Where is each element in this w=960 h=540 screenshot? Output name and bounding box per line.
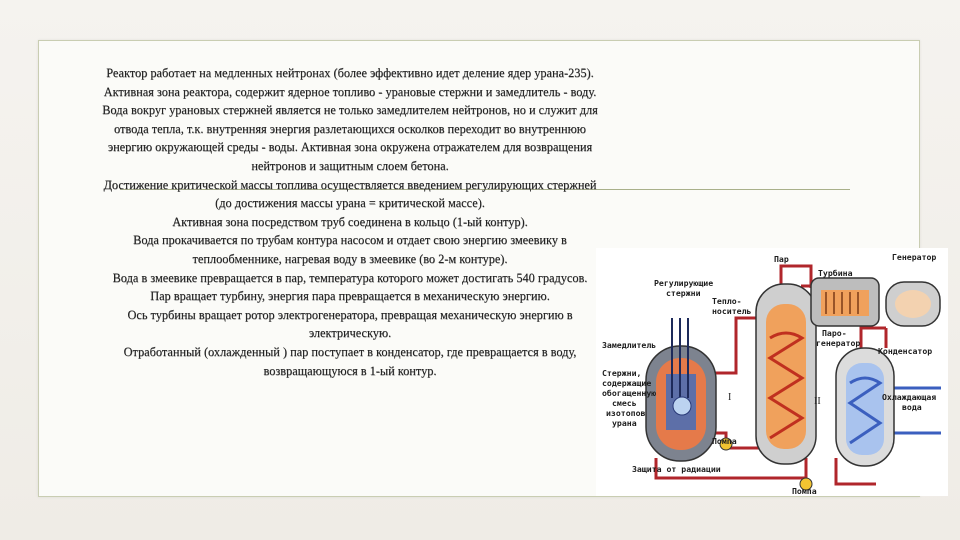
- label-cooling-2: вода: [902, 402, 922, 412]
- label-radiation: Защита от радиации: [632, 464, 721, 474]
- label-pump-2: Помпа: [792, 486, 817, 496]
- label-circuit-1: I: [728, 392, 732, 403]
- label-turbine: Турбина: [818, 268, 853, 278]
- label-pump-1: Помпа: [712, 436, 737, 446]
- body-text: [100, 64, 600, 380]
- reactor-diagram-svg: [596, 248, 948, 496]
- label-rods-3: обогащенную: [602, 388, 657, 398]
- label-rods-5: изотопов: [606, 408, 646, 418]
- label-coolant-1: Тепло-: [712, 296, 742, 306]
- label-steam: Пар: [774, 254, 789, 264]
- label-rods-2: содержащие: [602, 378, 652, 388]
- steam-generator: [756, 284, 816, 464]
- paragraph-turbine: Пар вращает турбину, энергия пара превращается в механическую энергию.: [150, 289, 550, 304]
- label-moderator: Замедлитель: [602, 340, 657, 350]
- paragraph-generator: Ось турбины вращает ротор электрогенератора, превращая механическую энергию в электрическую.: [127, 307, 573, 341]
- label-rods-6: урана: [612, 418, 637, 428]
- condenser: [836, 348, 894, 466]
- label-control-rods-1: Регулирующие: [654, 278, 714, 288]
- paragraph-first-circuit: Активная зона посредством труб соединена в кольцо (1-ый контур).: [172, 214, 528, 229]
- label-steam-gen-2: генератор: [816, 338, 861, 348]
- paragraph-critical-mass: Достижение критической массы топлива осуществляется введением регулирующих стержней (до достижения массы урана = критической массе).: [103, 177, 597, 211]
- paragraph-active-zone: Активная зона реактора, содержит ядерное топливо - урановые стержни и замедлитель - воду. Вода вокруг урановых стержней является не только замедлителем нейтронов, но и служит для отвода тепла, т.к. внутренняя энергия разлетающихся осколков переходит во внутреннюю энергию окружающей среды - воды. Активная зона окружена отражателем для возвращения нейтронов и защитным слоем бетона.: [102, 84, 598, 173]
- label-coolant-2: носитель: [712, 306, 752, 316]
- reactor-diagram: [596, 248, 948, 496]
- label-steam-gen-1: Паро-: [822, 328, 847, 338]
- turbine: [811, 278, 879, 326]
- paragraph-steam: Вода в змеевике превращается в пар, температура которого может достигать 540 градусов.: [112, 270, 588, 285]
- label-control-rods-2: стержни: [666, 288, 701, 298]
- label-generator: Генератор: [892, 252, 937, 262]
- generator: [886, 282, 940, 326]
- label-circuit-2: II: [814, 396, 821, 407]
- label-rods-1: Стержни,: [602, 368, 642, 378]
- label-condenser: Конденсатор: [878, 346, 933, 356]
- paragraph-pump: Вода прокачивается по трубам контура насосом и отдает свою энергию змеевику в теплообменнике, нагревая воду в змеевике (во 2-м контуре).: [133, 233, 567, 266]
- reactor-vessel: [646, 318, 716, 461]
- paragraph-slow-neutrons: Реактор работает на медленных нейтронах (более эффективно идет деление ядер урана-235).: [106, 66, 594, 80]
- label-rods-4: смесь: [612, 398, 637, 408]
- paragraph-condenser: Отработанный (охлажденный ) пар поступает в конденсатор, где превращается в воду, возвращающуюся в 1-ый контур.: [123, 344, 577, 378]
- label-cooling-1: Охлаждающая: [882, 392, 937, 402]
